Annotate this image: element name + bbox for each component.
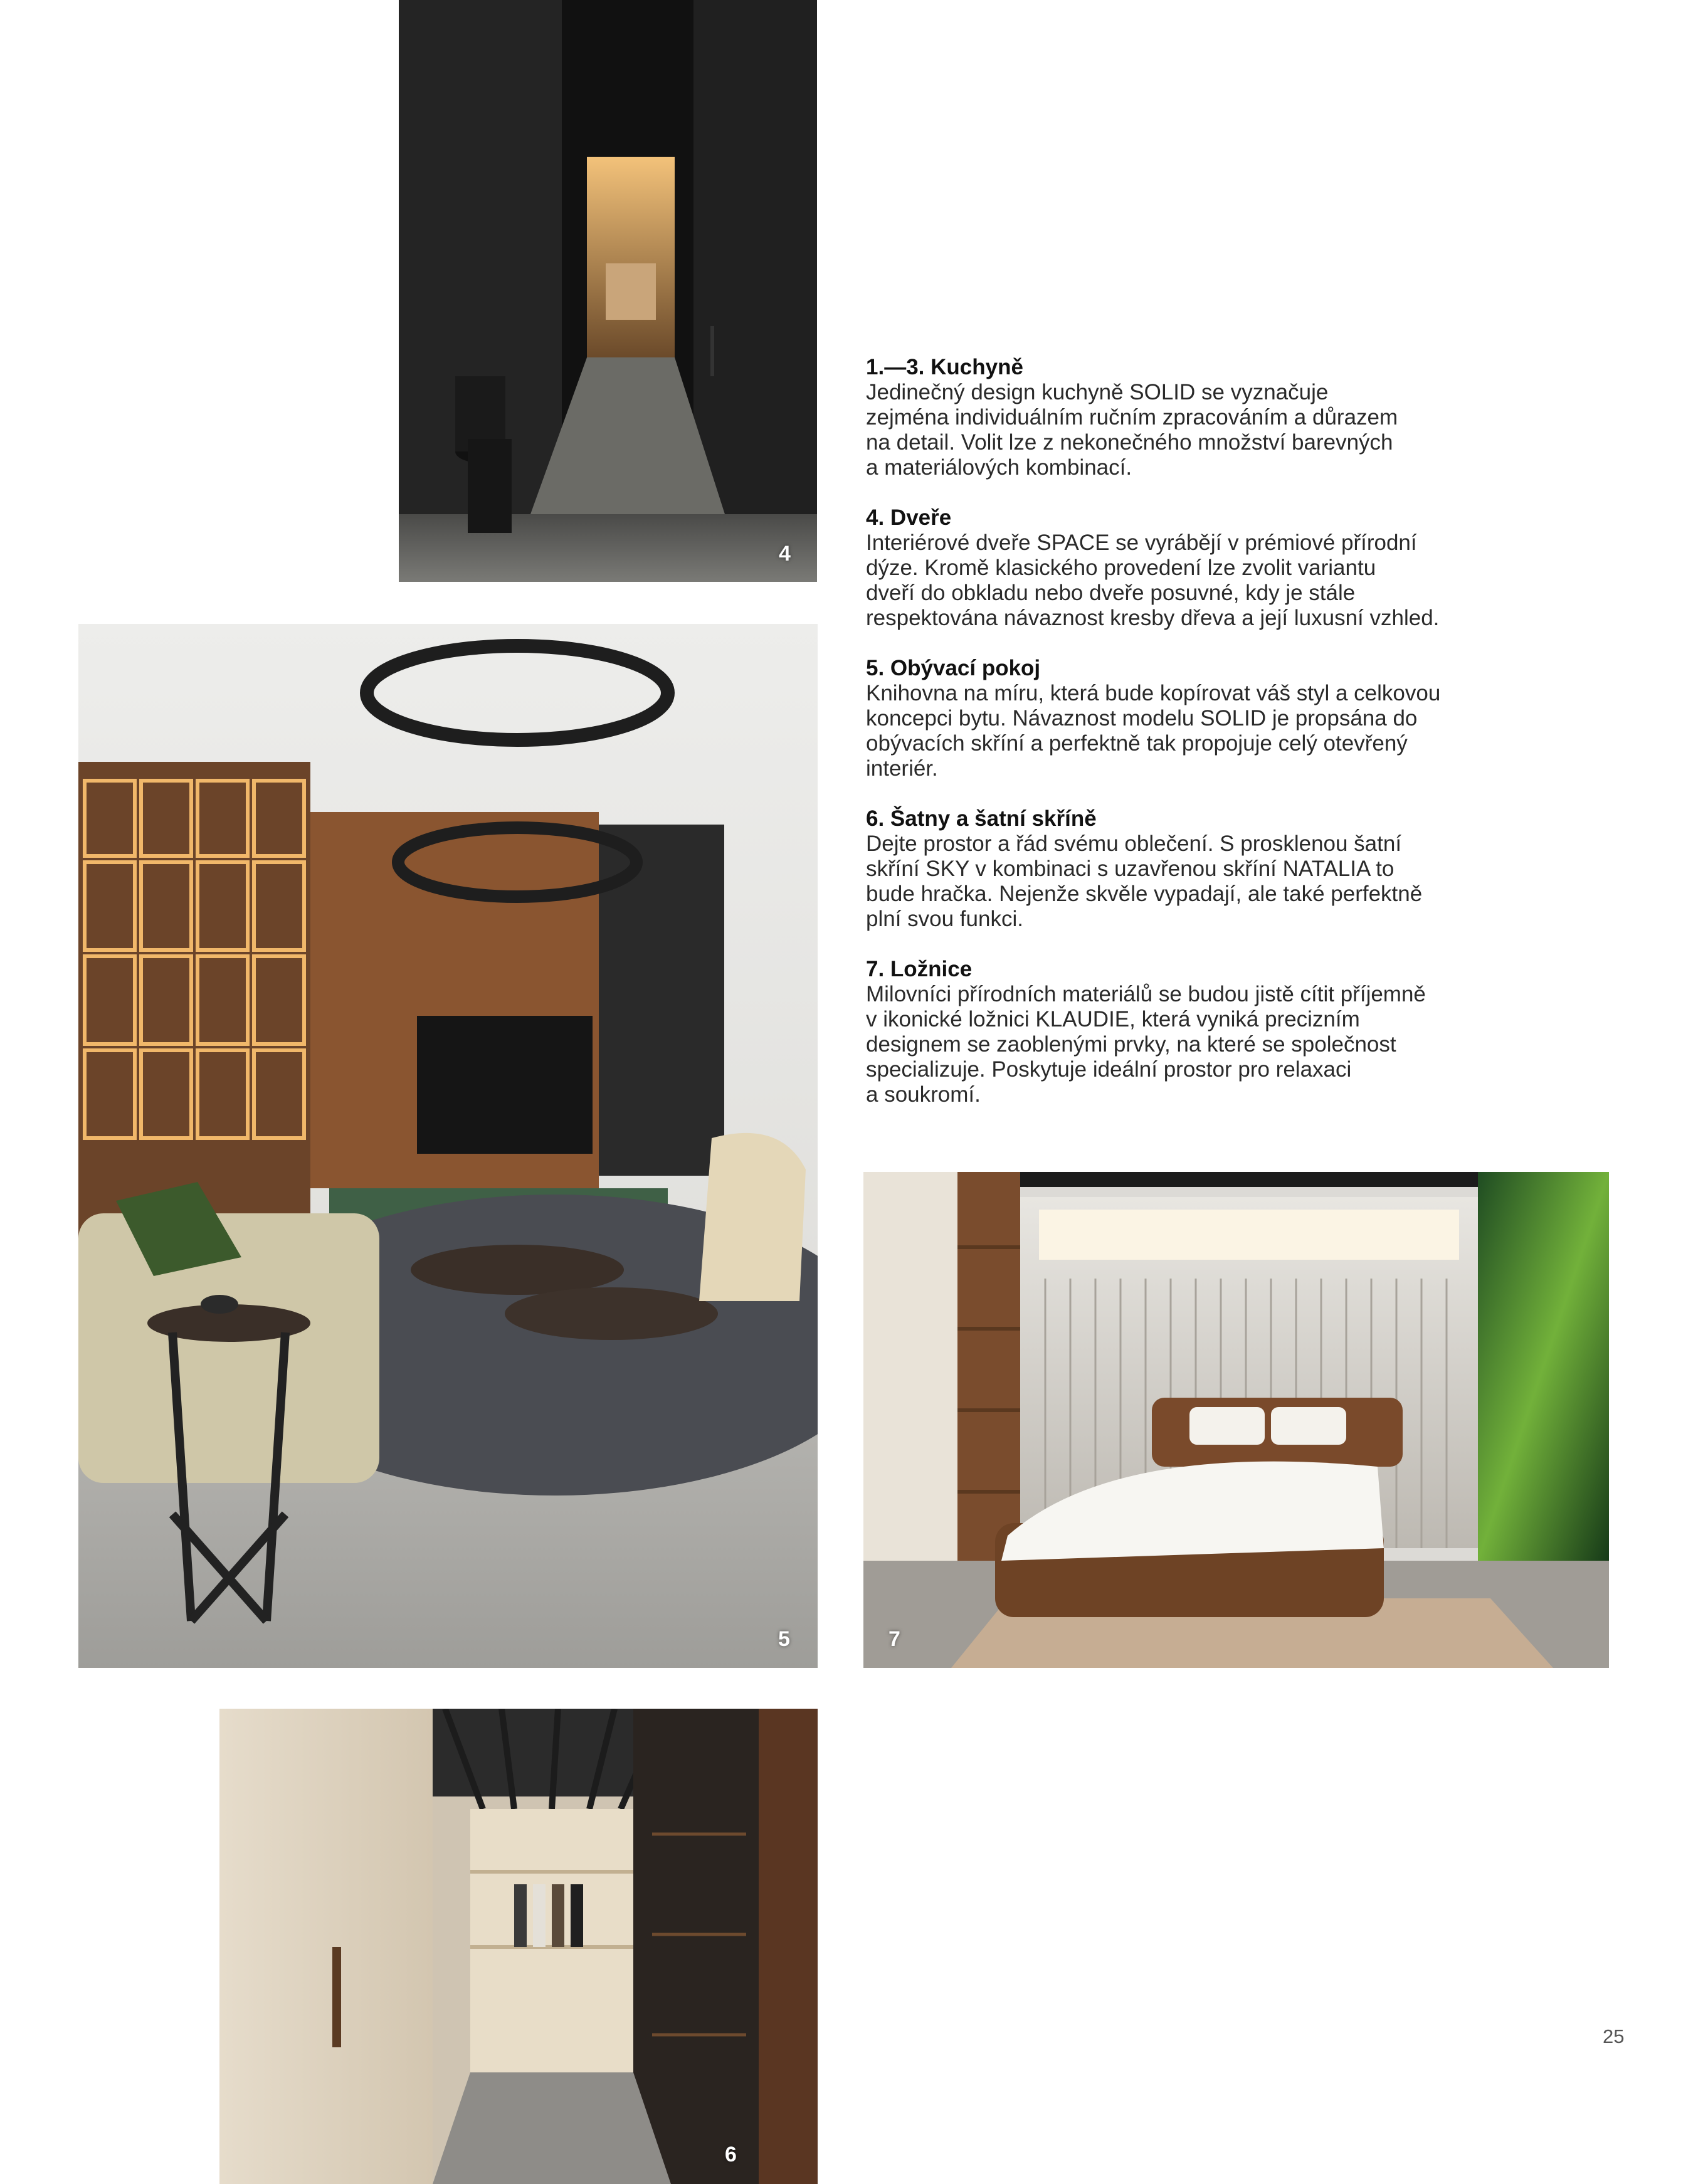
section-wardrobes <box>866 806 1505 932</box>
photo-number: 6 <box>725 2143 737 2166</box>
section-doors <box>866 505 1505 631</box>
body-line: a materiálových kombinací. <box>866 455 1132 480</box>
body-line: bude hračka. Nejenže skvěle vypadají, ale také perfektně <box>866 882 1423 906</box>
section-title: 4. Dveře <box>866 505 952 530</box>
body-line: skříní SKY v kombinaci s uzavřenou skříní NATALIA to <box>866 857 1395 881</box>
body-line: Dejte prostor a řád svému oblečení. S prosklenou šatní <box>866 831 1402 856</box>
body-line: dveří do obkladu nebo dveře posuvné, kdy je stále <box>866 581 1356 605</box>
door-image <box>399 0 817 582</box>
section-body <box>866 380 1505 480</box>
body-line: Jedinečný design kuchyně SOLID se vyznačuje <box>866 380 1329 404</box>
body-line: obývacích skříní a perfektně tak propojuje celý otevřený <box>866 731 1408 756</box>
living-room-image <box>78 624 818 1668</box>
section-title: 7. Ložnice <box>866 957 973 981</box>
body-line: interiér. <box>866 756 938 781</box>
body-line: plní svou funkci. <box>866 907 1023 931</box>
section-body <box>866 681 1505 781</box>
body-line: dýze. Kromě klasického provedení lze zvolit variantu <box>866 556 1376 580</box>
section-body <box>866 831 1505 932</box>
body-line: Knihovna na míru, která bude kopírovat váš styl a celkovou <box>866 681 1441 705</box>
body-line: specializuje. Poskytuje ideální prostor pro relaxaci <box>866 1057 1352 1082</box>
photo-number: 7 <box>888 1627 900 1651</box>
section-living-room <box>866 656 1505 781</box>
body-line: na detail. Volit lze z nekonečného množství barevných <box>866 430 1393 455</box>
body-line: Interiérové dveře SPACE se vyrábějí v prémiové přírodní <box>866 530 1417 555</box>
section-kitchen <box>866 355 1505 480</box>
photo-living-room <box>78 624 818 1668</box>
body-line: Milovníci přírodních materiálů se budou jistě cítit příjemně <box>866 982 1426 1006</box>
body-line: zejména individuálním ručním zpracováním a důrazem <box>866 405 1398 430</box>
section-title: 6. Šatny a šatní skříně <box>866 806 1097 831</box>
captions-column <box>866 355 1505 1132</box>
body-line: koncepci bytu. Návaznost modelu SOLID je propsána do <box>866 706 1418 731</box>
body-line: a soukromí. <box>866 1082 981 1107</box>
section-title: 1.—3. Kuchyně <box>866 355 1023 379</box>
section-body <box>866 530 1505 631</box>
wardrobe-image <box>219 1709 818 2184</box>
photo-bedroom <box>863 1172 1609 1668</box>
section-body <box>866 982 1505 1107</box>
body-line: respektována návaznost kresby dřeva a její luxusní vzhled. <box>866 606 1440 630</box>
photo-number: 5 <box>778 1627 790 1651</box>
photo-number: 4 <box>779 542 791 566</box>
body-line: designem se zaoblenými prvky, na které se společnost <box>866 1032 1396 1057</box>
bedroom-image <box>863 1172 1609 1668</box>
section-bedroom <box>866 957 1505 1107</box>
page-number: 25 <box>1603 2025 1625 2047</box>
photo-wardrobe <box>219 1709 818 2184</box>
body-line: v ikonické ložnici KLAUDIE, která vyniká precizním <box>866 1007 1360 1031</box>
photo-door <box>399 0 817 582</box>
section-title: 5. Obývací pokoj <box>866 656 1041 680</box>
